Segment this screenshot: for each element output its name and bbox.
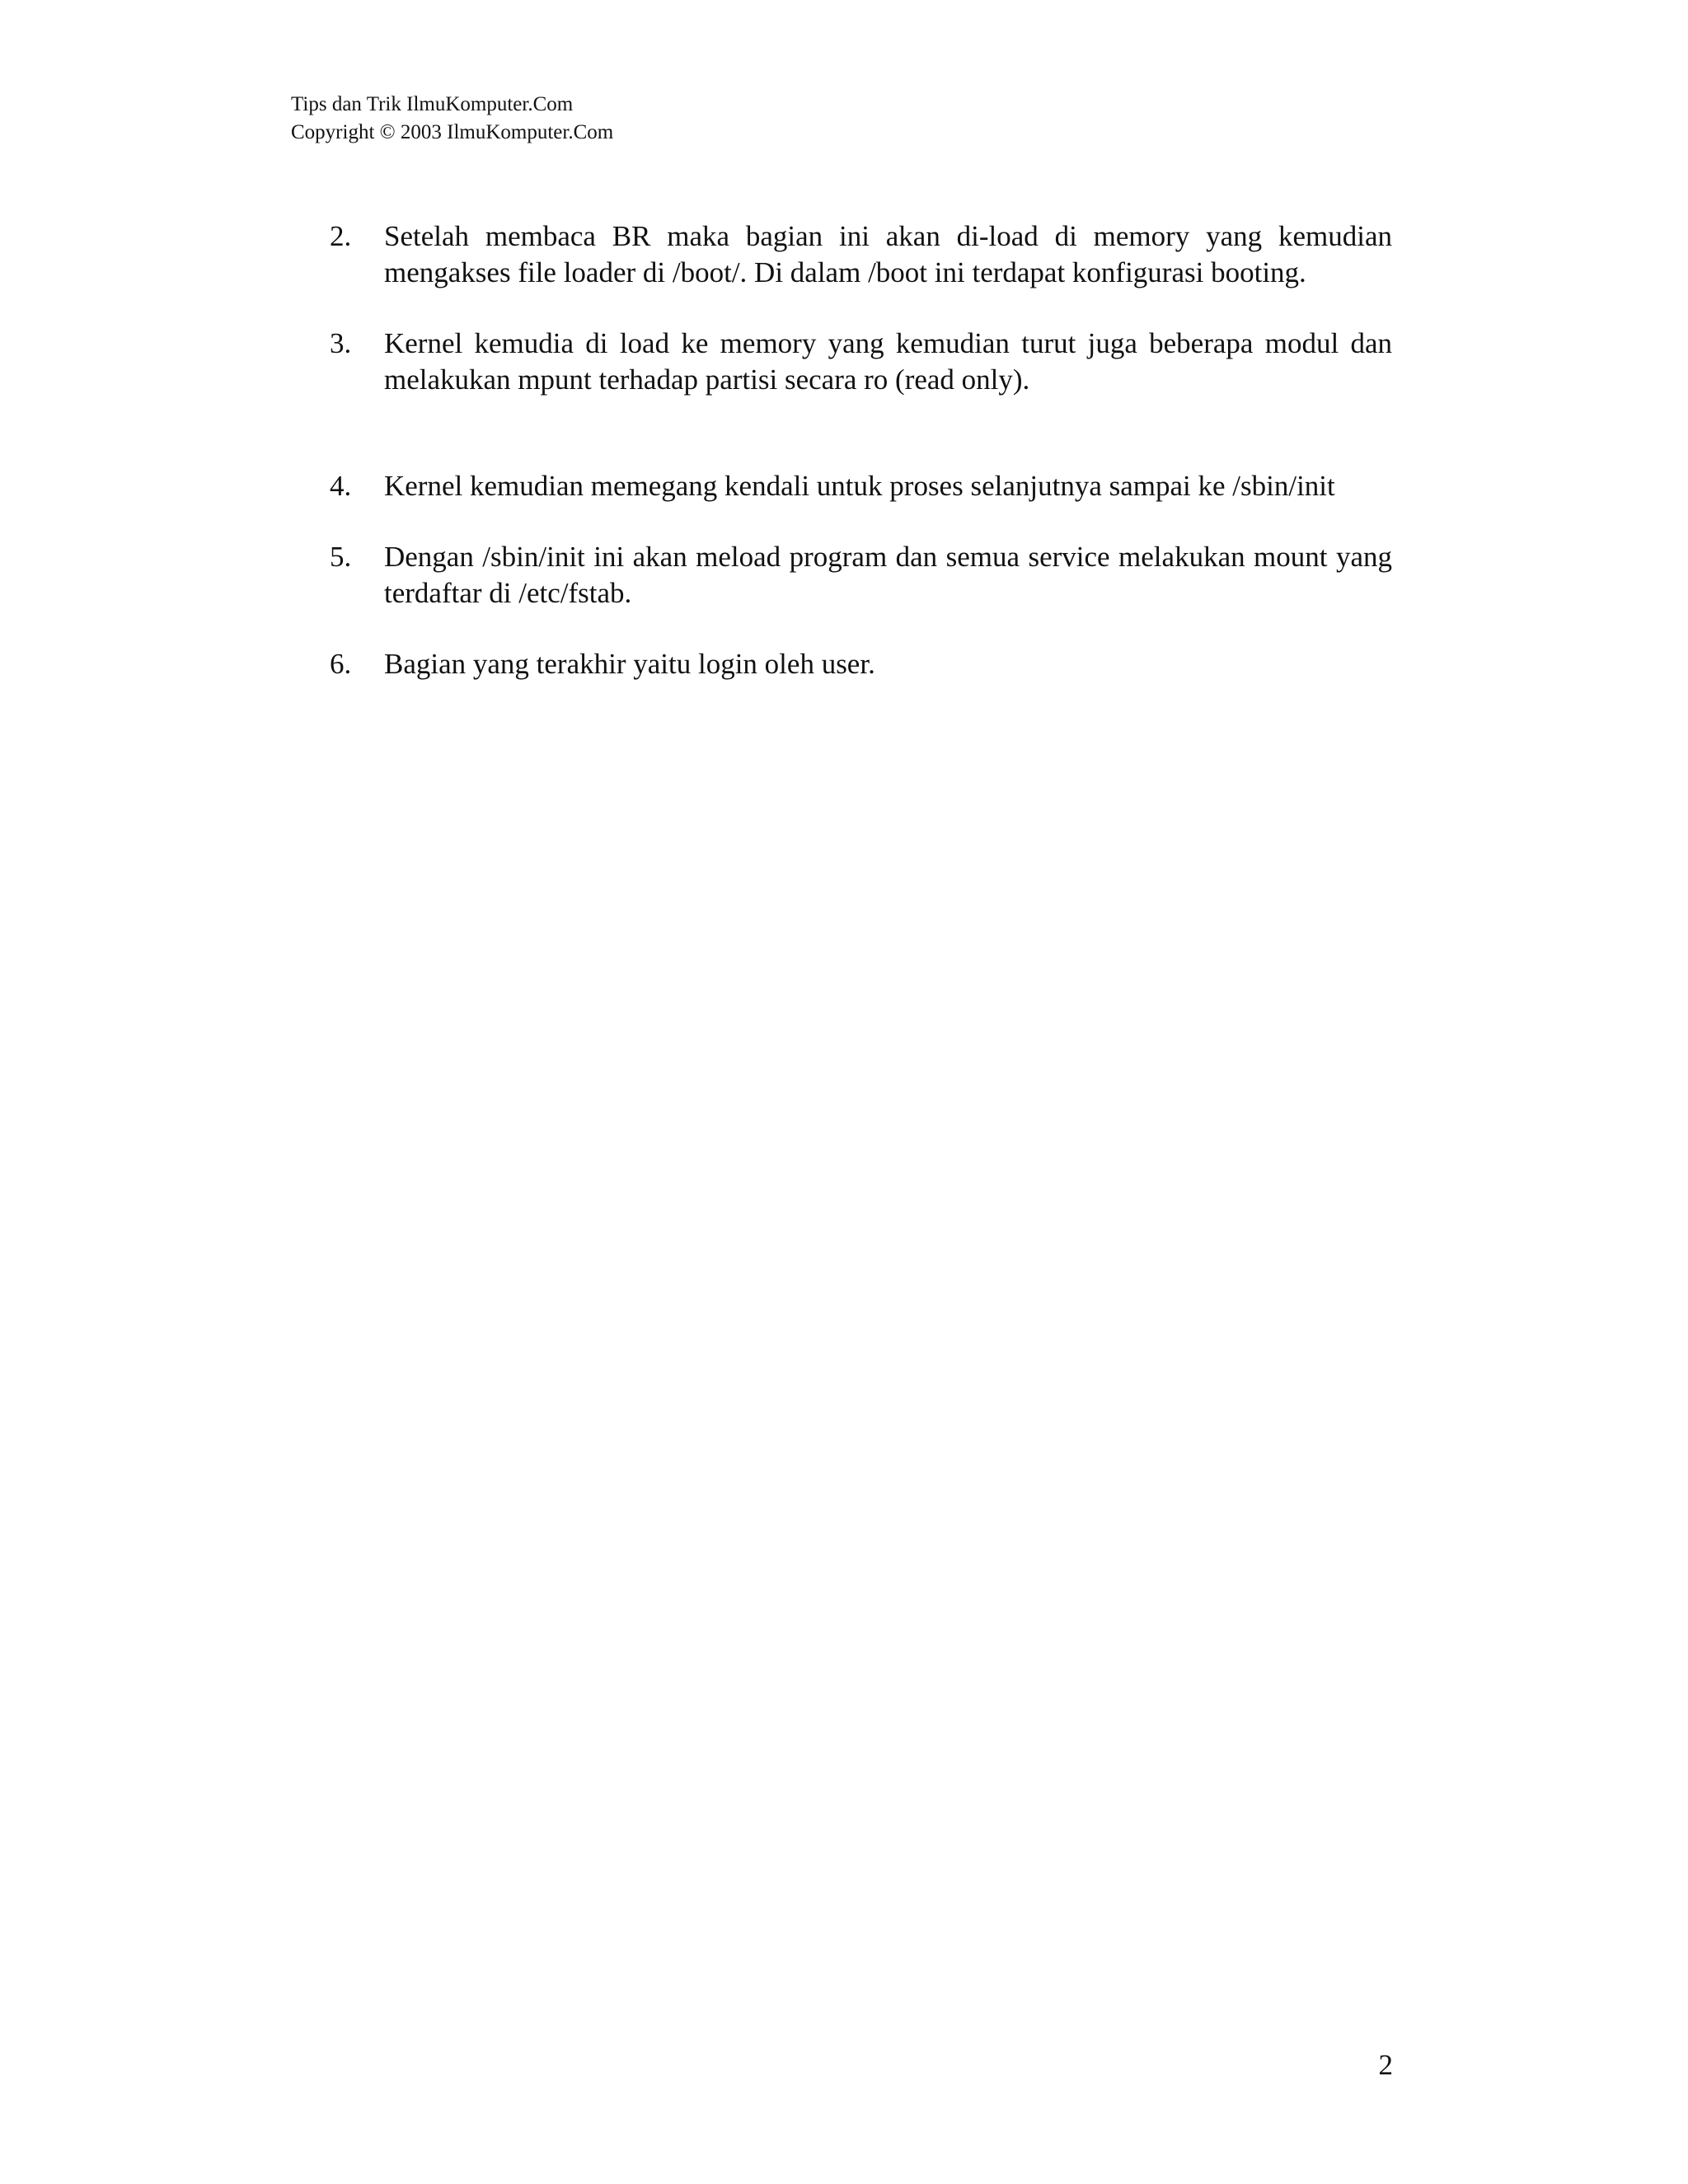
list-item <box>330 539 1392 612</box>
list-item-number: 3. <box>330 327 352 359</box>
list-item-text: Dengan /sbin/init ini akan meload program dan semua service melakukan mount yang terdaftar di /etc/fstab. <box>384 541 1392 609</box>
list-item-number: 2. <box>330 220 352 252</box>
list-item-text: Kernel kemudian memegang kendali untuk proses selanjutnya sampai ke /sbin/init <box>384 470 1335 502</box>
list-item-text: Kernel kemudia di load ke memory yang kemudian turut juga beberapa modul dan melakukan mpunt terhadap partisi secara ro (read only). <box>384 327 1392 396</box>
list-item-number: 4. <box>330 470 352 502</box>
list-item <box>330 646 1392 682</box>
list-item <box>330 468 1392 504</box>
list-item-text: Setelah membaca BR maka bagian ini akan di-load di memory yang kemudian mengakses file loader di /boot/. Di dalam /boot ini terdapat konfigurasi booting. <box>384 220 1392 288</box>
page-header <box>291 91 613 147</box>
page-number: 2 <box>1378 2049 1393 2081</box>
header-copyright: Copyright © 2003 IlmuKomputer.Com <box>291 121 614 143</box>
list-item <box>330 218 1392 291</box>
list-item-number: 5. <box>330 541 352 573</box>
list-item-number: 6. <box>330 648 352 680</box>
header-title: Tips dan Trik IlmuKomputer.Com <box>291 93 574 115</box>
list-item-text: Bagian yang terakhir yaitu login oleh user. <box>384 648 875 680</box>
list-item <box>330 326 1392 398</box>
